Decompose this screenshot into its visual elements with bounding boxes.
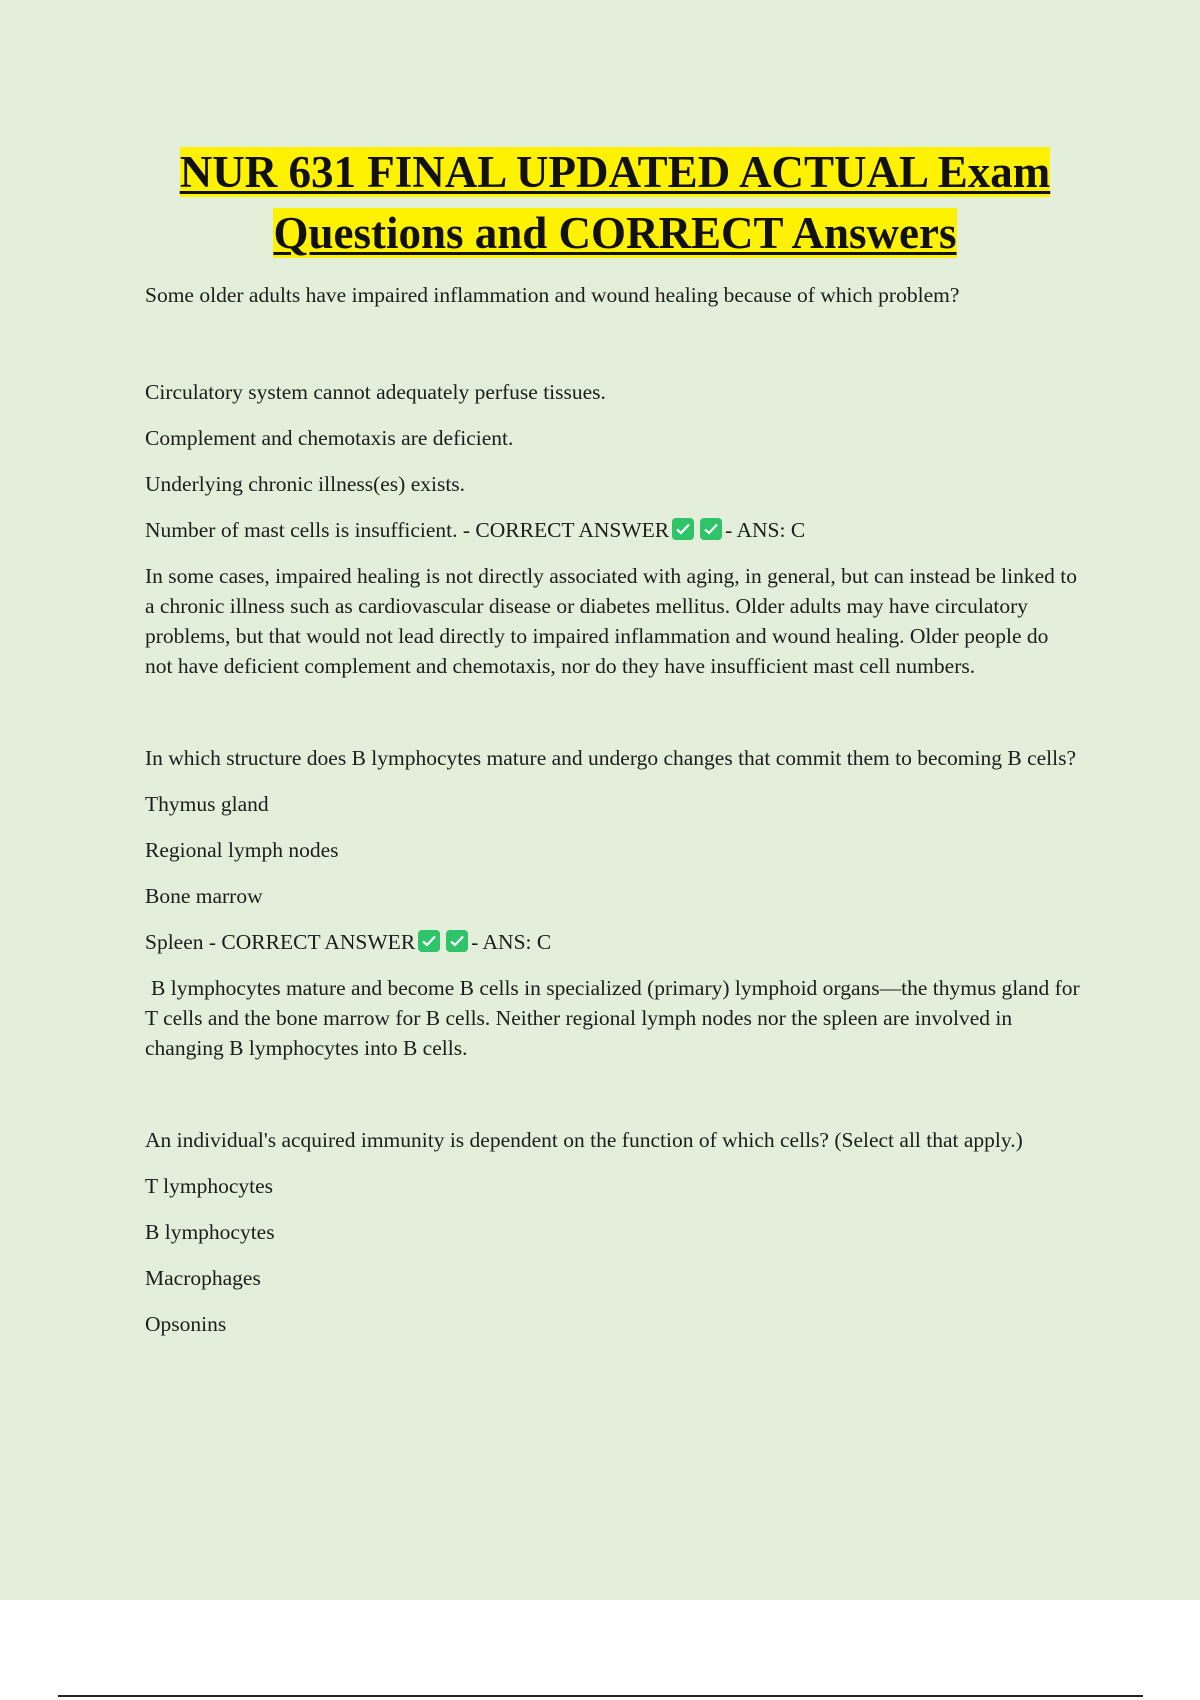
answer-option: B lymphocytes [145, 1220, 275, 1244]
answer-option: Macrophages [145, 1266, 261, 1290]
answer-option: Opsonins [145, 1312, 227, 1336]
answer-option: Regional lymph nodes [145, 838, 339, 862]
title-line-2: Questions and CORRECT Answers [273, 208, 957, 258]
answer-key: - ANS: C [725, 518, 806, 542]
answer-option-correct [145, 927, 1080, 957]
footer-rule [58, 1695, 1143, 1697]
check-box-icon [672, 518, 694, 540]
answer-key: - ANS: C [471, 930, 552, 954]
check-box-icon [700, 518, 722, 540]
document-title [145, 142, 1085, 264]
document-body [145, 280, 1080, 1355]
question-text: In which structure does B lymphocytes mature and undergo changes that commit them to becoming B cells? [145, 746, 1077, 770]
title-line-1: NUR 631 FINAL UPDATED ACTUAL Exam [179, 147, 1051, 197]
answer-option: Thymus gland [145, 792, 269, 816]
question-text: An individual's acquired immunity is dependent on the function of which cells? (Select all that apply.) [145, 1128, 1023, 1152]
answer-option: Bone marrow [145, 884, 263, 908]
answer-option: Circulatory system cannot adequately perfuse tissues. [145, 380, 606, 404]
answer-option: T lymphocytes [145, 1174, 273, 1198]
answer-option: Underlying chronic illness(es) exists. [145, 472, 466, 496]
check-box-icon [446, 930, 468, 952]
answer-option: Complement and chemotaxis are deficient. [145, 426, 514, 450]
check-box-icon [418, 930, 440, 952]
rationale-text: In some cases, impaired healing is not directly associated with aging, in general, but can instead be linked to a chronic illness such as cardiovascular disease or diabetes mellitus. Older adults may have circulatory problems, but that would not lead directly to impaired inflammation and wound healing. Older people do not have deficient complement and chemotaxis, nor do they have insufficient mast cell numbers. [145, 564, 1077, 678]
answer-option-text: Number of mast cells is insufficient. - CORRECT ANSWER [145, 518, 670, 542]
answer-option-text: Spleen - CORRECT ANSWER [145, 930, 416, 954]
question-text: Some older adults have impaired inflammation and wound healing because of which problem? [145, 283, 960, 307]
answer-option-correct [145, 515, 1080, 545]
rationale-text: B lymphocytes mature and become B cells in specialized (primary) lymphoid organs—the thymus gland for T cells and the bone marrow for B cells. Neither regional lymph nodes nor the spleen are involved in changing B lymphocytes into B cells. [145, 976, 1080, 1060]
